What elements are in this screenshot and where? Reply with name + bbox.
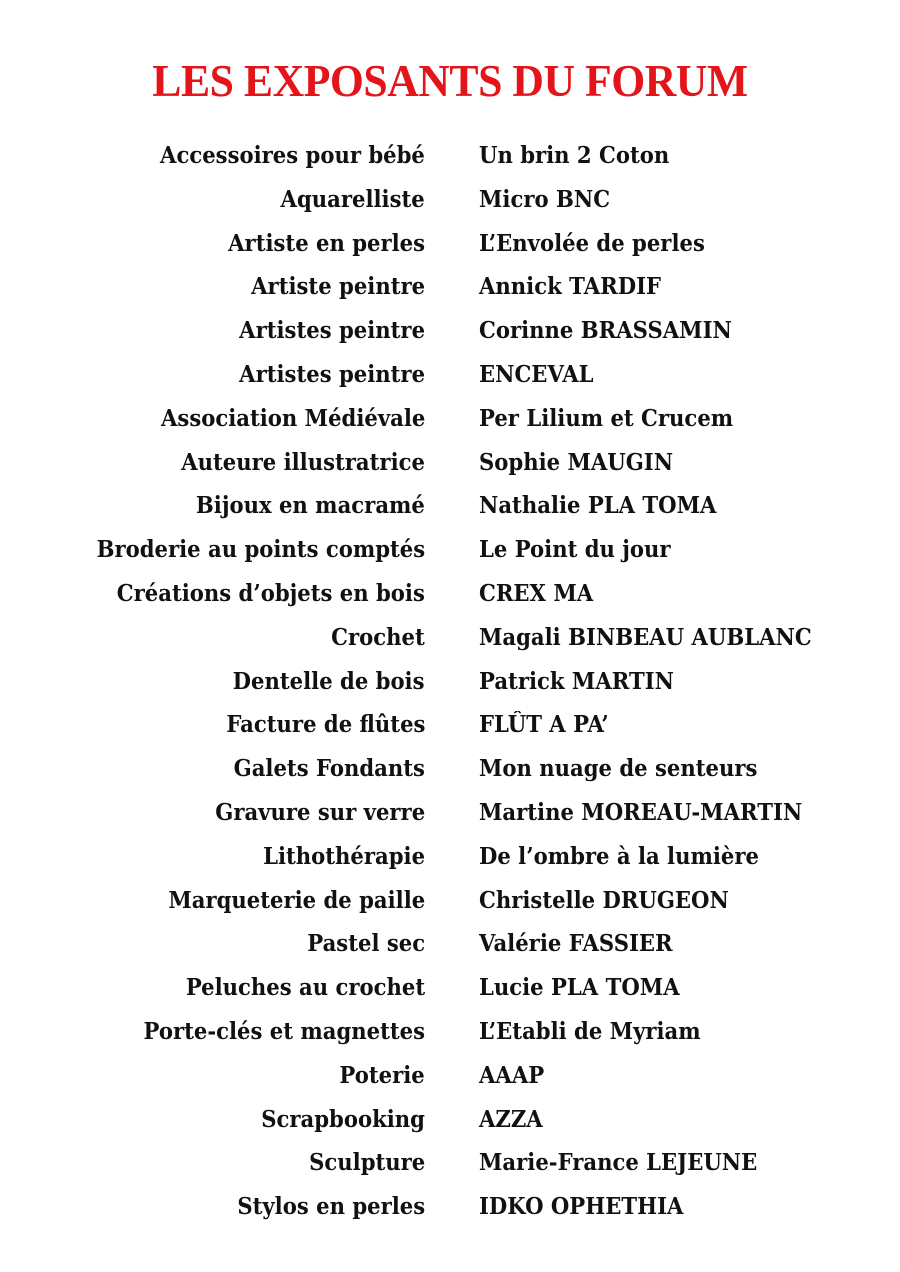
exhibitor-category: Marqueterie de paille [168,886,425,914]
exhibitor-name: Corinne BRASSAMIN [479,317,732,345]
exhibitor-category: Facture de flûtes [225,711,425,739]
exhibitor-row [0,265,900,309]
exhibitor-name: Marie-France LEJEUNE [479,1149,758,1177]
exhibitor-name: De l’ombre à la lumière [479,842,759,870]
exhibitor-row [0,1010,900,1054]
exhibitor-category: Créations d’objets en bois [116,579,425,607]
exhibitor-row [0,353,900,397]
exhibitor-row [0,134,900,178]
exhibitor-category: Stylos en perles [237,1193,425,1221]
exhibitor-category: Scrapbooking [261,1105,425,1133]
exhibitor-name: Martine MOREAU-MARTIN [479,798,803,826]
exhibitor-category: Artistes peintre [239,317,425,345]
exhibitor-row [0,309,900,353]
exhibitor-row [0,572,900,616]
exhibitor-row [0,747,900,791]
exhibitor-name: Nathalie PLA TOMA [479,492,717,520]
exhibitor-name: ENCEVAL [479,360,594,388]
exhibitor-category: Artistes peintre [239,360,425,388]
exhibitor-name: Per Lilium et Crucem [479,404,734,432]
exhibitor-name: CREX MA [479,579,594,607]
exhibitor-category: Accessoires pour bébé [160,142,425,169]
exhibitor-row [0,660,900,704]
exhibitor-category: Gravure sur verre [215,798,425,826]
exhibitor-name: Lucie PLA TOMA [479,974,680,1002]
exhibitor-name: Magali BINBEAU AUBLANC [479,623,812,651]
exhibitor-category: Bijoux en macramé [196,492,425,520]
exhibitor-category: Association Médiévale [160,404,425,432]
exhibitor-category: Galets Fondants [233,755,425,783]
exhibitor-row [0,1054,900,1098]
exhibitor-row [0,1098,900,1142]
exhibitor-row [0,703,900,747]
exhibitor-row [0,528,900,572]
exhibitor-row [0,1185,900,1229]
exhibitor-category: Peluches au crochet [185,974,425,1002]
exhibitor-row [0,966,900,1010]
exhibitor-category: Broderie au points comptés [96,536,425,564]
exhibitor-category: Crochet [331,623,425,651]
exhibitor-name: Micro BNC [479,185,611,213]
exhibitor-name: L’Etabli de Myriam [479,1017,701,1045]
exhibitor-category: Pastel sec [307,930,425,958]
exhibitor-row [0,484,900,528]
exhibitor-category: Artiste peintre [251,273,425,301]
exhibitor-name: AZZA [479,1105,543,1133]
exhibitor-row [0,922,900,966]
exhibitor-name: Un brin 2 Coton [479,142,670,169]
exhibitor-name: Valérie FASSIER [479,930,673,958]
exhibitor-category: Dentelle de bois [233,667,425,695]
exhibitor-name: Christelle DRUGEON [479,886,729,914]
exhibitor-row [0,397,900,441]
exhibitor-category: Poterie [339,1061,425,1089]
exhibitor-category: Sculpture [308,1149,425,1177]
exhibitor-category: Aquarelliste [280,185,425,213]
exhibitor-name: Le Point du jour [479,536,671,564]
exhibitor-name: Mon nuage de senteurs [479,755,758,783]
exhibitor-name: Patrick MARTIN [479,667,674,695]
exhibitor-name: FLÛT A PA’ [479,711,609,739]
exhibitor-name: Sophie MAUGIN [479,448,674,476]
exhibitor-name: AAAP [479,1061,545,1089]
exhibitor-name: L’Envolée de perles [479,229,705,257]
exhibitor-category: Porte-clés et magnettes [143,1017,425,1045]
exhibitor-category: Lithothérapie [263,842,425,870]
exhibitor-row [0,441,900,485]
exhibitor-category: Artiste en perles [228,229,425,257]
exhibitor-row [0,1141,900,1185]
exhibitor-name: IDKO OPHETHIA [479,1193,684,1221]
exhibitor-list [0,134,900,1229]
exhibitor-row [0,178,900,222]
exhibitor-name: Annick TARDIF [479,273,662,301]
exhibitor-row [0,222,900,266]
exhibitor-row [0,616,900,660]
exhibitor-row [0,791,900,835]
exhibitor-category: Auteure illustratrice [181,448,425,476]
page-title: LES EXPOSANTS DU FORUM [152,54,748,106]
exhibitor-row [0,879,900,923]
exhibitor-row [0,835,900,879]
